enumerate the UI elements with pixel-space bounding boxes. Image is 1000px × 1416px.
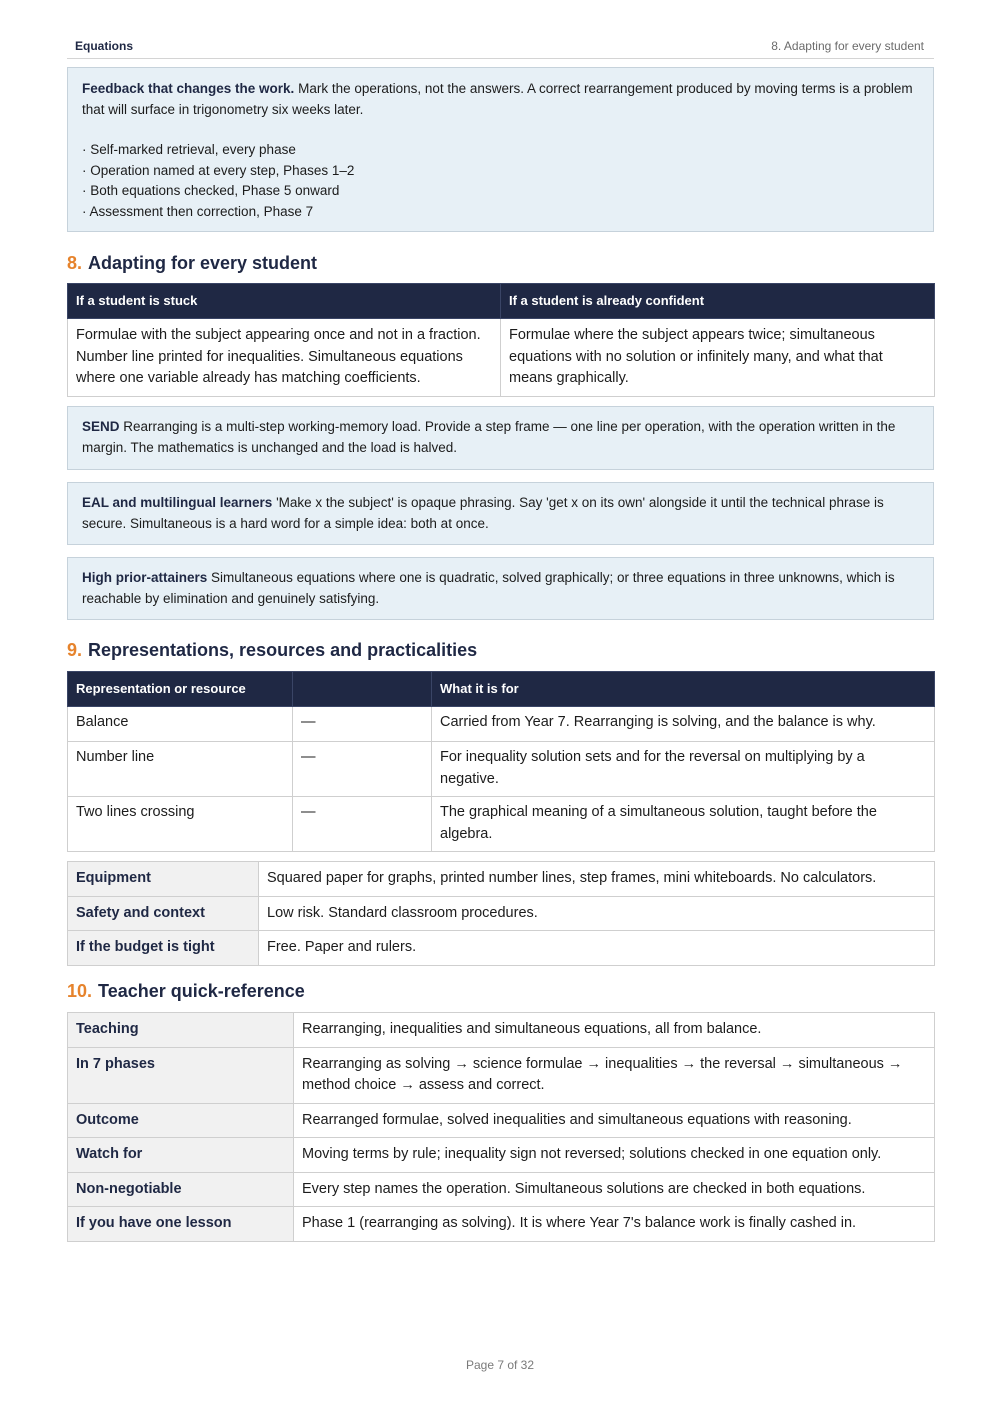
send-callout	[67, 406, 934, 470]
table-cell: Formulae with the subject appearing once and not in a fraction. Number line printed for inequalities. Simultaneous equations where one variable already has matching coefficients.	[68, 319, 501, 397]
table-row	[68, 707, 935, 742]
row-label: Non-negotiable	[68, 1172, 294, 1207]
feedback-callout	[67, 67, 934, 232]
column-header: If a student is already confident	[501, 284, 935, 319]
document-title: Equations	[75, 39, 134, 53]
section-indicator: 8. Adapting for every student	[771, 39, 924, 53]
callout-lead: EAL and multilingual learners	[82, 495, 273, 510]
eal-callout	[67, 482, 934, 545]
section-10-heading	[67, 981, 305, 1002]
table-cell: —	[293, 797, 432, 852]
table-cell: Number line	[68, 742, 293, 797]
adapting-table	[67, 283, 935, 397]
section-9-heading	[67, 640, 477, 661]
row-label: In 7 phases	[68, 1047, 294, 1103]
table-cell: Moving terms by rule; inequality sign not reversed; solutions checked in one equation only.	[294, 1138, 935, 1173]
list-item: · Assessment then correction, Phase 7	[82, 203, 314, 219]
callout-text: Rearranging is a multi-step working-memory load. Provide a step frame — one line per operation, with the operation written in the margin. The mathematics is unchanged and the load is halved.	[82, 419, 896, 455]
callout-lead: SEND	[82, 419, 120, 434]
table-header-row	[68, 284, 935, 319]
page-number: Page 7 of 32	[465, 1358, 535, 1372]
table-cell: Squared paper for graphs, printed number lines, step frames, mini whiteboards. No calculators.	[259, 862, 935, 897]
quick-reference-table	[67, 1012, 935, 1242]
callout-text: Simultaneous equations where one is quadratic, solved graphically; or three equations in three unknowns, which is reachable by elimination and genuinely satisfying.	[82, 570, 895, 606]
row-label: If you have one lesson	[68, 1207, 294, 1242]
column-header: What it is for	[432, 672, 935, 707]
high-prior-attainers-callout	[67, 557, 934, 620]
table-cell: Free. Paper and rulers.	[259, 931, 935, 966]
table-row	[68, 1103, 935, 1138]
table-row	[68, 931, 935, 966]
section-title: Adapting for every student	[88, 253, 318, 273]
table-cell: Rearranging as solving → science formulae → inequalities → the reversal → simultaneous → method choice → assess and correct.	[294, 1047, 935, 1103]
table-header-row	[68, 672, 935, 707]
table-row	[68, 1013, 935, 1048]
list-item: · Both equations checked, Phase 5 onward	[82, 183, 340, 198]
table-row	[68, 797, 935, 852]
table-cell: Every step names the operation. Simultaneous solutions are checked in both equations.	[294, 1172, 935, 1207]
column-header: Representation or resource	[68, 672, 293, 707]
feedback-text: Mark the operations, not the answers. A correct rearrangement produced by moving terms is a problem that will surface in trigonometry six weeks later.	[82, 81, 913, 117]
row-label: If the budget is tight	[68, 931, 259, 966]
table-cell: Rearranged formulae, solved inequalities and simultaneous equations with reasoning.	[294, 1103, 935, 1138]
table-cell: —	[293, 742, 432, 797]
section-title: Representations, resources and practicalities	[88, 640, 478, 660]
feedback-paragraph	[82, 79, 919, 120]
representations-table	[67, 671, 935, 852]
section-title: Teacher quick-reference	[98, 981, 305, 1001]
section-8-heading	[67, 253, 317, 274]
running-header	[67, 36, 934, 59]
row-label: Outcome	[68, 1103, 294, 1138]
table-row	[68, 1207, 935, 1242]
section-number: 9.	[67, 640, 83, 660]
row-label: Watch for	[68, 1138, 294, 1173]
table-cell: —	[293, 707, 432, 742]
column-header	[293, 672, 432, 707]
callout-text: 'Make x the subject' is opaque phrasing. Say 'get x on its own' alongside it until the technical phrase is secure. Simultaneous is a hard word for a simple idea: both at once.	[82, 495, 884, 531]
callout-lead: High prior-attainers	[82, 570, 208, 585]
practicalities-table	[67, 861, 935, 966]
table-cell: Phase 1 (rearranging as solving). It is where Year 7's balance work is finally cashed in.	[294, 1207, 935, 1242]
table-cell: Low risk. Standard classroom procedures.	[259, 896, 935, 931]
table-row	[68, 742, 935, 797]
section-number: 10.	[67, 981, 93, 1001]
table-cell: For inequality solution sets and for the reversal on multiplying by a negative.	[432, 742, 935, 797]
table-cell: Two lines crossing	[68, 797, 293, 852]
list-item: · Operation named at every step, Phases 1–2	[82, 162, 355, 178]
table-row	[68, 1138, 935, 1173]
table-row	[68, 1047, 935, 1103]
table-row	[68, 896, 935, 931]
column-header: If a student is stuck	[68, 284, 501, 319]
feedback-lead: Feedback that changes the work.	[82, 81, 295, 96]
list-item: · Self-marked retrieval, every phase	[82, 142, 296, 157]
table-cell: The graphical meaning of a simultaneous solution, taught before the algebra.	[432, 797, 935, 852]
table-cell: Balance	[68, 707, 293, 742]
section-number: 8.	[67, 253, 83, 273]
table-cell: Rearranging, inequalities and simultaneous equations, all from balance.	[294, 1013, 935, 1048]
row-label: Equipment	[68, 862, 259, 897]
row-label: Safety and context	[68, 896, 259, 931]
table-row	[68, 319, 935, 397]
table-row	[68, 1172, 935, 1207]
table-cell: Carried from Year 7. Rearranging is solving, and the balance is why.	[432, 707, 935, 742]
row-label: Teaching	[68, 1013, 294, 1048]
feedback-bullet-list	[82, 140, 919, 222]
table-row	[68, 862, 935, 897]
table-cell: Formulae where the subject appears twice; simultaneous equations with no solution or infinitely many, and what that means graphically.	[501, 319, 935, 397]
